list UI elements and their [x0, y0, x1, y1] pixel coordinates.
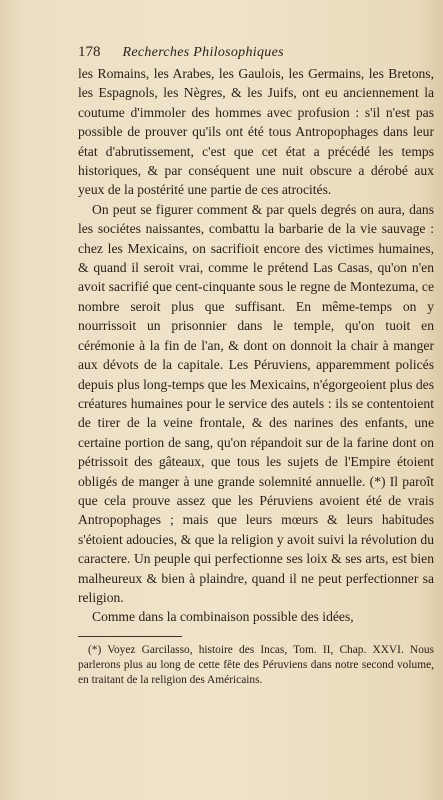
footnote-rule: [78, 636, 182, 637]
page-number: 178: [78, 44, 101, 60]
paragraph-continuation: les Romains, les Arabes, les Gaulois, les Germains, les Bretons, les Espagnols, les Nègres, & les Juifs, ont eu anciennement la coutume d'immoler des hommes avec profusion : s'il n'est pas possible de prouver qu'ils ont été tous Antropophages dans leur état d'abrutissement, c'est que cet état a précédé les temps historiques, & par conséquent une nuit obscure a dérobé aux yeux de la postérité une partie de ces atrocités.: [78, 66, 434, 198]
paragraph-combinaison: Comme dans la combinaison possible des idées,: [92, 609, 354, 625]
page-content: [78, 44, 434, 688]
page-header: [78, 44, 434, 64]
paragraph-mexicains-peruviens: On peut se figurer comment & par quels degrés on aura, dans les sociétes naissantes, combattu la barbarie de la vie sauvage : chez les Mexicains, on sacrifioit encore des victimes humaines, & quand il seroit vrai, comme le prétend Las Casas, qu'on n'en avoit sacrifié que cent-cinquante sous le regne de Montezuma, ce nombre seroit plus que suffisant. En même-temps on y nourrissoit un prisonnier dans le temple, qu'on tuoit en cérémonie à la fin de l'an, & dont on donnoit la chair à manger aux dévots de la capitale. Les Péruviens, apparemment policés depuis plus long-temps que les Mexicains, n'égorgeoient plus des créatures humaines pour le service des autels : ils se contentoient de tirer de la veine frontale, & des narines des enfants, une certaine portion de sang, qu'on répandoit sur de la farine dont on pétrissoit des gâteaux, que tous les sujets de l'Empire étoient obligés de manger à une grande solemnité annuelle. (*) Il paroît que cela prouve assez que les Péruviens avoient été de vrais Antropophages ; mais que leurs mœurs & leurs habitudes s'étoient adoucies, & que la religion y avoit suivi la révolution du caractere. Un peuple qui perfectionne ses loix & ses arts, est bien malheureux & bien à plaindre, quand il ne peut perfectionner sa religion.: [78, 201, 434, 605]
body-text: [78, 64, 434, 627]
footnote: (*) Voyez Garcilasso, histoire des Incas, Tom. II, Chap. XXVI. Nous parlerons plus au long de cette fête des Péruviens dans notre second volume, en traitant de la religion des Américains.: [78, 643, 434, 686]
running-title: Recherches Philosophiques: [122, 45, 284, 60]
